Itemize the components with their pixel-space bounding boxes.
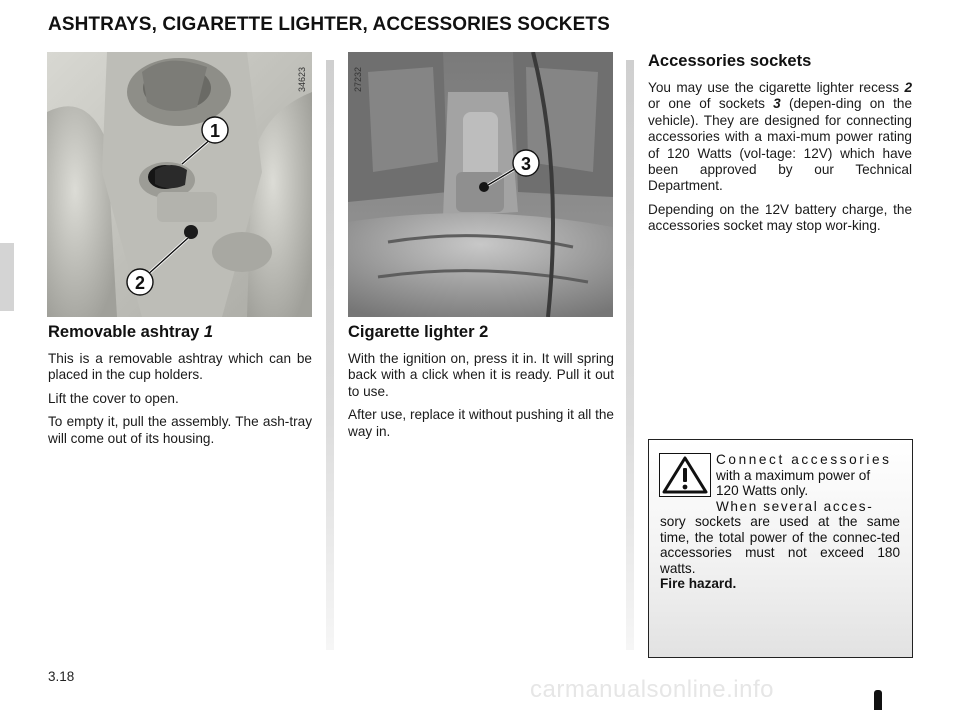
ashtray-heading: Removable ashtray 1 <box>48 323 214 341</box>
fire-hazard-label: Fire hazard. <box>660 576 737 591</box>
column-divider <box>326 60 334 650</box>
svg-text:3: 3 <box>520 154 532 174</box>
socket-illustration <box>348 52 613 317</box>
callout-2 <box>127 269 153 295</box>
corner-mark <box>874 690 882 710</box>
ashtray-photo <box>47 52 312 317</box>
watermark: carmanualsonline.info <box>530 676 774 703</box>
warning-box <box>648 439 913 658</box>
lighter-paragraph: After use, replace it without pushing it all the way in. <box>348 407 614 439</box>
lighter-heading: Cigarette lighter 2 <box>348 323 489 341</box>
figure-ref-code: 27232 <box>353 66 363 92</box>
page-number: 3.18 <box>48 669 75 684</box>
page-title: ASHTRAYS, CIGARETTE LIGHTER, ACCESSORIES SOCKETS <box>48 14 610 35</box>
sockets-heading: Accessories sockets <box>648 52 812 70</box>
svg-text:2: 2 <box>134 273 146 293</box>
ashtray-paragraph: To empty it, pull the assembly. The ash-tray will come out of its housing. <box>48 414 312 446</box>
socket-photo <box>348 52 613 317</box>
lighter-section <box>348 322 614 447</box>
lighter-paragraph: With the ignition on, press it in. It will spring back with a click when it is ready. Pull it out to use. <box>348 351 614 399</box>
warning-text: Connect accessories with a maximum power of 120 Watts only. When several acces- sory sockets are used at the same time, the total power of the connec-ted accessories must not exceed 180 watts. Fire hazard. <box>660 452 900 591</box>
sockets-section <box>648 51 912 242</box>
svg-text:1: 1 <box>209 121 221 141</box>
ashtray-paragraph: This is a removable ashtray which can be placed in the cup holders. <box>48 351 312 383</box>
ashtray-paragraph: Lift the cover to open. <box>48 390 179 406</box>
ashtray-section <box>48 322 312 454</box>
figure-ref-code: 34623 <box>297 66 307 92</box>
sockets-paragraph: You may use the cigarette lighter recess 2 or one of sockets 3 (depen-ding on the vehicle). They are designed for connecting accessories with a maxi-mum power rating of 120 Watts (vol-tage: 12V) which have been approved by our Technical Department. <box>648 80 913 194</box>
ashtray-illustration <box>47 52 312 317</box>
sockets-paragraph: Depending on the 12V battery charge, the accessories socket may stop wor-king. <box>648 201 912 234</box>
chapter-side-tab <box>0 243 14 311</box>
callout-3 <box>513 150 539 176</box>
callout-1 <box>202 117 228 143</box>
column-divider <box>626 60 634 650</box>
